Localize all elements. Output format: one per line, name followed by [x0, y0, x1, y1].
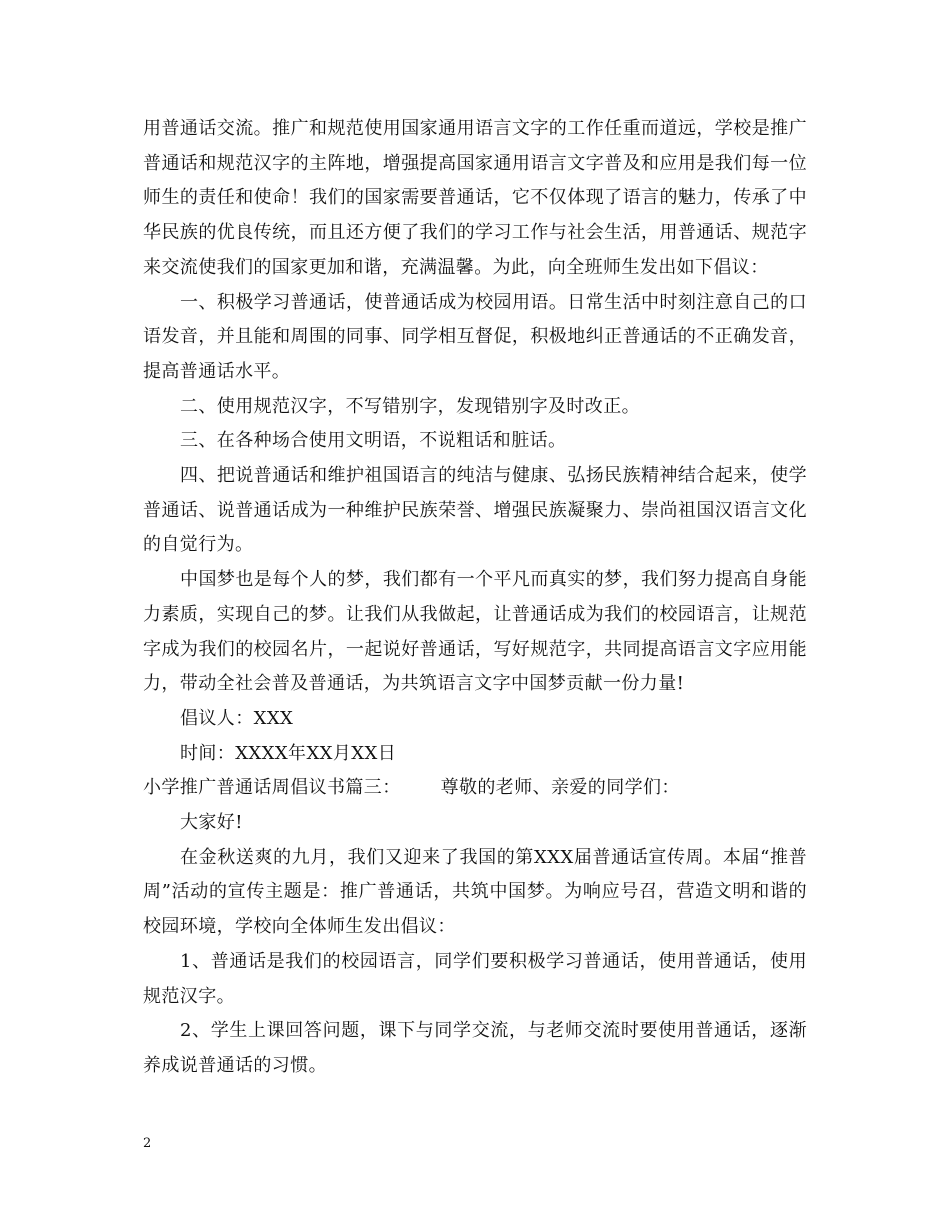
paragraph-item-1: 1、普通话是我们的校园语言，同学们要积极学习普通话，使用普通话，使用规范汉字。: [143, 950, 807, 1007]
signature-date: 时间：XXXX年XX月XX日: [180, 742, 397, 764]
section-heading-line: [143, 771, 807, 806]
salutation: 尊敬的老师、亲爱的同学们：: [440, 777, 680, 799]
paragraph-intro-continued: 用普通话交流。推广和规范使用国家通用语言文字的工作任重而道远，学校是推广普通话和规范汉字的主阵地，增强提高国家通用语言文字普及和应用是我们每一位师生的责任和使命！我们的国家需要普通话，它不仅体现了语言的魅力，传承了中华民族的优良传统，而且还方便了我们的学习工作与社会生活，用普通话、规范字来交流使我们的国家更加和谐，充满温馨。为此，向全班师生发出如下倡议：: [143, 118, 807, 278]
paragraph-chinese-dream: 中国梦也是每个人的梦，我们都有一个平凡而真实的梦，我们努力提高自身能力素质，实现自己的梦。让我们从我做起，让普通话成为我们的校园语言，让规范字成为我们的校园名片，一起说好普通话，写好规范字，共同提高语言文字应用能力，带动全社会普及普通话，为共筑语言文字中国梦贡献一份力量!: [143, 569, 807, 695]
paragraph-promotion-week: 在金秋送爽的九月，我们又迎来了我国的第XXX届普通话宣传周。本届“推普周”活动的宣传主题是：推广普通话，共筑中国梦。为响应号召，营造文明和谐的校园环境，学校向全体师生发出倡议：: [143, 846, 807, 938]
paragraph-proposal-2: 二、使用规范汉字，不写错别字，发现错别字及时改正。: [180, 395, 640, 417]
paragraph-item-2: 2、学生上课回答问题，课下与同学交流，与老师交流时要使用普通话，逐渐养成说普通话的习惯。: [143, 1020, 807, 1076]
greeting: 大家好!: [180, 812, 243, 834]
page-number: 2: [143, 1136, 152, 1151]
signature-proposer: 倡议人：XXX: [180, 707, 294, 729]
document-body: [143, 112, 807, 1084]
paragraph-proposal-4: 四、把说普通话和维护祖国语言的纯洁与健康、弘扬民族精神结合起来，使学普通话、说普通话成为一种维护民族荣誉、增强民族凝聚力、崇尚祖国汉语言文化的自觉行为。: [143, 465, 807, 556]
section-heading: 小学推广普通话周倡议书篇三：: [143, 777, 401, 799]
paragraph-proposal-3: 三、在各种场合使用文明语，不说粗话和脏话。: [180, 430, 567, 452]
paragraph-proposal-1: 一、积极学习普通话，使普通话成为校园用语。日常生活中时刻注意自己的口语发音，并且能和周围的同事、同学相互督促，积极地纠正普通话的不正确发音，提高普通话水平。: [143, 291, 807, 382]
